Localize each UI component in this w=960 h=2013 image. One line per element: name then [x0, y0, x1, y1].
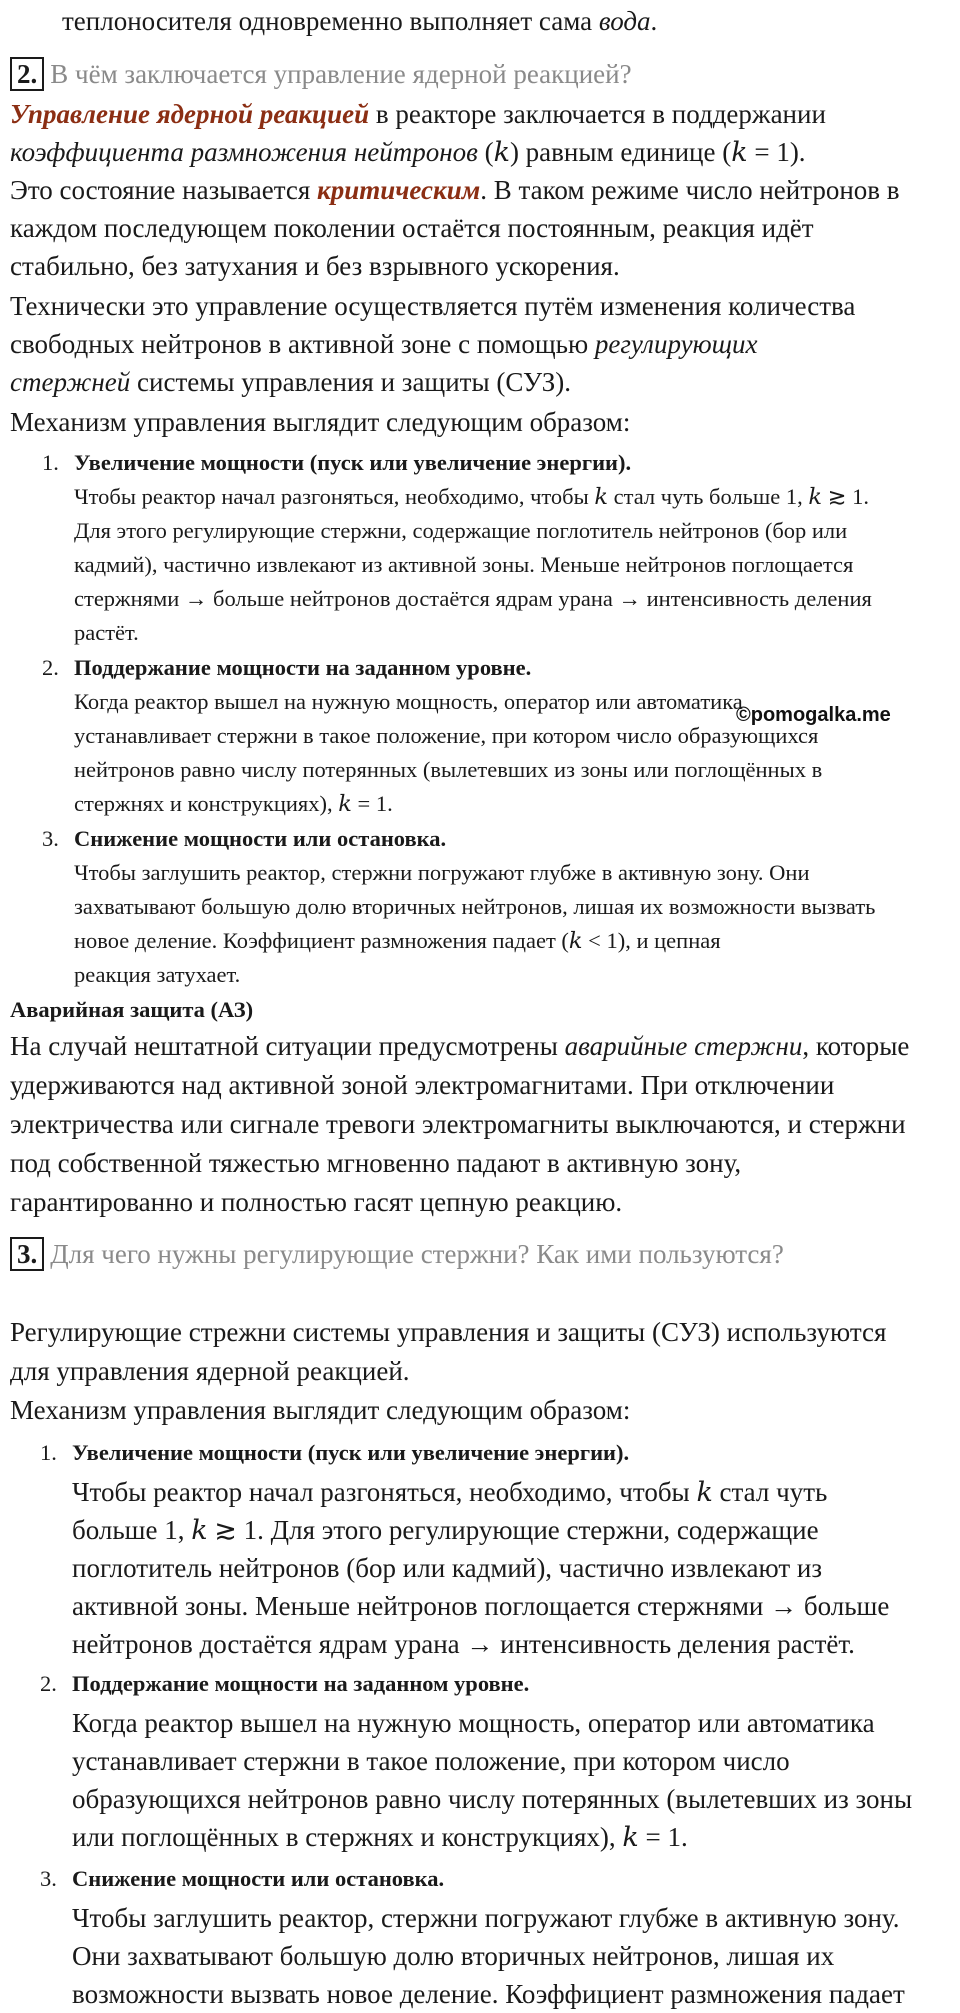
q3-item1-number: 1. [40, 1440, 57, 1465]
q2-item2-line: Когда реактор вышел на нужную мощность, оператор или автоматика [74, 689, 743, 714]
q3-intro: Механизм управления выглядит следующим образом: [10, 1395, 631, 1425]
q2-p2-text: Это состояние называется [10, 175, 318, 205]
question-3-heading [10, 1235, 784, 1273]
question-2-number: 2. [10, 57, 44, 91]
q3-item2-line: Когда реактор вышел на нужную мощность, оператор или автоматика [72, 1708, 875, 1738]
q2-item1-number: 1. [42, 450, 59, 475]
q3-item3-number: 3. [40, 1866, 57, 1891]
q2-item1-line: Для этого регулирующие стержни, содержащие поглотитель нейтронов (бор или [74, 518, 848, 543]
q2-p3-text2: системы управления и защиты (СУЗ). [130, 367, 572, 397]
q3-item1-line: больше 1, 𝑘 ≳ 1. Для этого регулирующие стержни, содержащие [72, 1515, 819, 1545]
q3-item2-number: 2. [40, 1671, 57, 1696]
q2-p3-line1: Технически это управление осуществляется путём изменения количества [10, 291, 856, 321]
q3-item3-line: Они захватывают большую долю вторичных нейтронов, лишая их [72, 1941, 835, 1971]
q3-item1-line: нейтронов достаётся ядрам урана → интенсивность деления растёт. [72, 1629, 855, 1659]
q2-item1-line: стержнями → больше нейтронов достаётся ядрам урана → интенсивность деления [74, 586, 872, 611]
q2-term-highlight: Управление ядерной реакцией [10, 99, 370, 129]
q2-item3-line: захватывают большую долю вторичных нейтронов, лишая их возможности вызвать [74, 894, 876, 919]
q2-az-line4: под собственной тяжестью мгновенно падают в активную зону, [10, 1148, 742, 1178]
question-3-number: 3. [10, 1237, 44, 1271]
top-line-text: теплоносителя одновременно выполняет сама [62, 6, 599, 36]
top-line [62, 2, 657, 40]
q2-item2-line: стержнях и конструкциях), 𝑘 = 1. [74, 791, 393, 816]
q2-p2-line1 [10, 171, 900, 209]
q2-item1-line: растёт. [74, 620, 139, 645]
q3-p1-line2: для управления ядерной реакцией. [10, 1356, 410, 1386]
q2-item2-number: 2. [42, 655, 59, 680]
q3-p1-line1: Регулирующие стрежни системы управления и защиты (СУЗ) используются [10, 1317, 887, 1347]
watermark: ©pomogalka.me [736, 704, 891, 726]
q2-az-title: Аварийная защита (АЗ) [10, 997, 254, 1022]
q3-item1-line: активной зоны. Меньше нейтронов поглощается стержнями → больше [72, 1591, 890, 1621]
q3-item3-line: возможности вызвать новое деление. Коэффициент размножения падает [72, 1979, 905, 2009]
q3-item3-title: Снижение мощности или остановка. [72, 1866, 445, 1891]
q2-p1-text: в реакторе заключается в поддержании [369, 99, 826, 129]
q2-item3-number: 3. [42, 826, 59, 851]
question-3-text: Для чего нужны регулирующие стержни? Как ими пользуются? [50, 1239, 784, 1269]
q2-item3-line: новое деление. Коэффициент размножения падает (𝑘 < 1), и цепная [74, 928, 721, 953]
q2-az-text: На случай нештатной ситуации предусмотрены [10, 1031, 565, 1061]
q2-item2-title: Поддержание мощности на заданном уровне. [74, 655, 532, 680]
q3-item1-line: Чтобы реактор начал разгоняться, необходимо, чтобы 𝑘 стал чуть [72, 1477, 828, 1507]
q2-p3-italic2: стержней [10, 367, 131, 397]
q2-az-line2: удерживаются над активной зоной электромагнитами. При отключении [10, 1070, 835, 1100]
q3-item2-line: или поглощённых в стержнях и конструкциях), 𝑘 = 1. [72, 1822, 688, 1852]
q2-item1-title: Увеличение мощности (пуск или увеличение энергии). [74, 450, 632, 475]
q2-item3-line: реакция затухает. [74, 962, 241, 987]
top-line-end: . [650, 6, 658, 36]
q2-p3-line2 [10, 325, 758, 363]
q3-item2-line: образующихся нейтронов равно числу потерянных (вылетевших из зоны [72, 1784, 913, 1814]
q2-item1-line: кадмий), частично извлекают из активной зоны. Меньше нейтронов поглощается [74, 552, 854, 577]
q2-p1-italic: коэффициента размножения нейтронов [10, 137, 478, 167]
q2-p2-line3: стабильно, без затухания и без взрывного ускорения. [10, 251, 620, 281]
q2-az-line5: гарантированно и полностью гасят цепную реакцию. [10, 1187, 623, 1217]
q2-p1-line2 [10, 133, 806, 171]
q3-item1-line: поглотитель нейтронов (бор или кадмий), частично извлекают из [72, 1553, 823, 1583]
q2-p2-line2: каждом последующем поколении остаётся постоянным, реакция идёт [10, 213, 814, 243]
q2-item3-title: Снижение мощности или остановка. [74, 826, 447, 851]
q2-p3-text: свободных нейтронов в активной зоне с помощью [10, 329, 595, 359]
q2-critical-highlight: критическим [317, 175, 481, 205]
q2-p2-text-end: . В таком режиме число нейтронов в [480, 175, 900, 205]
question-2-text: В чём заключается управление ядерной реакцией? [50, 59, 632, 89]
q3-item2-line: устанавливает стержни в такое положение, при котором число [72, 1746, 790, 1776]
q2-item1-line: Чтобы реактор начал разгоняться, необходимо, чтобы 𝑘 стал чуть больше 1, 𝑘 ≳ 1. [74, 484, 869, 509]
q3-item3-line: Чтобы заглушить реактор, стержни погружают глубже в активную зону. [72, 1903, 900, 1933]
q2-p1-text2: (𝑘) равным единице (𝑘 = 1). [477, 137, 806, 167]
q2-p3-italic: регулирующих [594, 329, 758, 359]
q2-az-text-end: , которые [802, 1031, 910, 1061]
question-2-heading [10, 55, 632, 93]
q2-p3-line3 [10, 363, 571, 401]
q2-az-italic: аварийные стержни [564, 1031, 803, 1061]
q3-item1-title: Увеличение мощности (пуск или увеличение энергии). [72, 1440, 630, 1465]
q2-item2-line: устанавливает стержни в такое положение, при котором число образующихся [74, 723, 819, 748]
q2-intro: Механизм управления выглядит следующим образом: [10, 407, 631, 437]
q2-az-line1 [10, 1027, 909, 1065]
q2-p1-line1 [10, 95, 826, 133]
q3-item2-title: Поддержание мощности на заданном уровне. [72, 1671, 530, 1696]
top-line-italic: вода [598, 6, 651, 36]
q2-az-line3: электричества или сигнале тревоги электромагниты выключаются, и стержни [10, 1109, 906, 1139]
q2-item2-line: нейтронов равно числу потерянных (вылетевших из зоны или поглощённых в [74, 757, 823, 782]
q2-item3-line: Чтобы заглушить реактор, стержни погружают глубже в активную зону. Они [74, 860, 810, 885]
